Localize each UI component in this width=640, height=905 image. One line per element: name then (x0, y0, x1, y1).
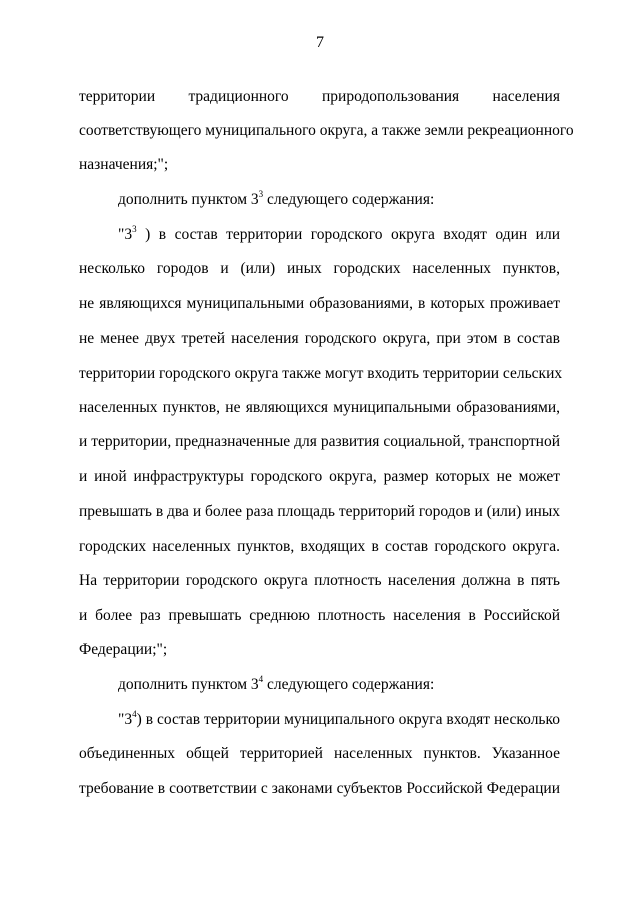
superscript: 3 (132, 224, 137, 234)
text-line: не менее двух третей населения городского округа, при этом в состав (79, 330, 560, 347)
text-line: не являющихся муниципальными образованиями, в которых проживает (79, 295, 560, 312)
text-line: превышать в два и более раза площадь территорий городов и (или) иных (79, 503, 560, 520)
text-line: населенных пунктов, не являющихся муниципальными образованиями, (79, 399, 560, 416)
text-line: и территории, предназначенные для развития социальной, транспортной (79, 433, 560, 450)
text-line: дополнить пунктом $3^3$ следующего содержания: (118, 189, 435, 208)
text-line: городских населенных пунктов, входящих в состав городского округа. (79, 538, 560, 555)
text-line: "$3^3$ ) в состав территории городского округа входят один или (118, 224, 561, 243)
text-line: дополнить пунктом $3^4$ следующего содержания: (118, 674, 435, 693)
text-line: требование в соответствии с законами субъектов Российской Федерации (79, 780, 560, 797)
text-line: территории традиционного природопользования населения (79, 88, 560, 105)
text-line: несколько городов и (или) иных городских населенных пунктов, (79, 260, 560, 277)
text-line: соответствующего муниципального округа, а также земли рекреационного (79, 122, 574, 139)
superscript: 3 (258, 189, 264, 199)
text-line: На территории городского округа плотность населения должна в пять (79, 572, 560, 589)
text-line: и иной инфраструктуры городского округа, размер которых не может (79, 468, 560, 485)
superscript: 4 (132, 709, 137, 719)
text-line: "$3^4$) в состав территории муниципального округа входят несколько (118, 709, 560, 728)
superscript: 4 (258, 674, 264, 684)
text-line: объединенных общей территорией населенных пунктов. Указанное (79, 745, 560, 762)
text-line: назначения;"; (79, 156, 169, 173)
page-number: 7 (316, 34, 324, 51)
text-line: и более раз превышать среднюю плотность населения в Российской (79, 607, 560, 624)
text-line: территории городского округа также могут входить территории сельских (79, 365, 563, 382)
text-line: Федерации;"; (79, 641, 168, 658)
